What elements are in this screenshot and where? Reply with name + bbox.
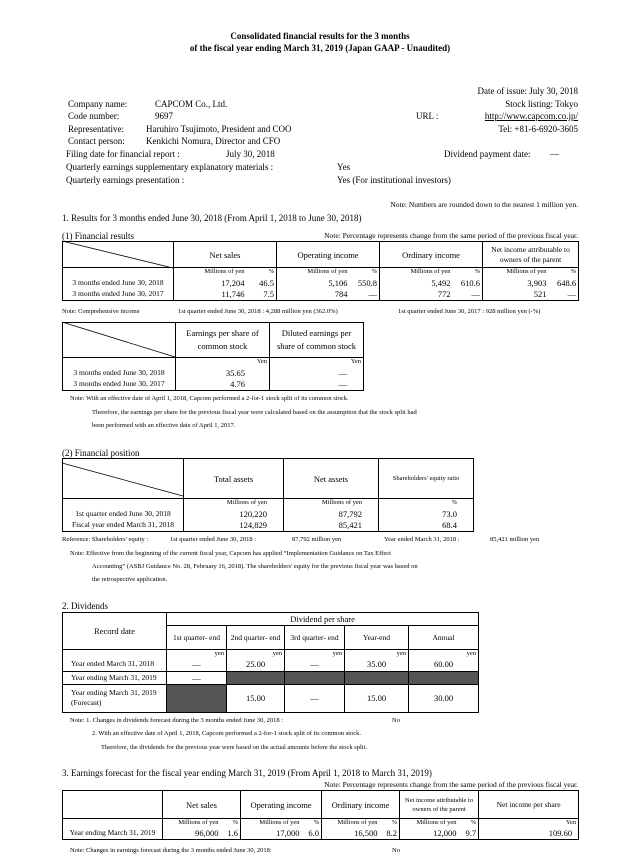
doc-title-line1: Consolidated financial results for the 3 months [230,31,410,41]
stock-listing: Stock listing: Tokyo [505,99,578,109]
cell: 11,746 [174,289,247,301]
col-operating-income: Operating income [241,791,322,819]
col-q1-end: 1st quarter- end [167,626,227,650]
unit-myen: Millions of yen [284,499,379,508]
cell: — [285,684,345,712]
code-number: 9697 [155,111,173,121]
unit-pct: % [453,268,483,277]
ref-equity-fy-value: 85,421 million yen [490,536,540,543]
cell: — [270,367,364,379]
cell: 5,492 [380,277,453,289]
cell: — [270,379,364,391]
cell: 9.7 [459,828,479,840]
code-label: Code number: [68,111,120,121]
cell: 25.00 [227,658,285,671]
row-label: Year ended March 31, 2018 [63,658,167,671]
unit-yen: yen [345,650,409,659]
cell: 15.00 [345,684,409,712]
contact-person: Kenkichi Nomura, Director and CFO [146,136,281,146]
representative-label: Representative: [68,124,124,134]
supp-label: Quarterly earnings supplementary explanatory materials : [66,162,274,172]
cell: 3,903 [483,277,549,289]
representative: Haruhiro Tsujimoto, President and COO [146,124,292,134]
supp-value: Yes [337,162,351,172]
cell: 8.2 [380,828,400,840]
col-operating-income: Operating income [277,242,380,268]
presentation-label: Quarterly earnings presentation : [66,175,185,185]
financial-position-table [62,458,474,532]
col-total-assets: Total assets [184,459,284,499]
pct-note-2: Note: Percentage represents change from the same period of the previous fiscal year. [324,780,578,789]
ref-equity-q1-value: 87,792 million yen [292,536,342,543]
unit-pct: % [350,268,380,277]
position-note-1: Note: Effective from the beginning of the current fiscal year, Capcom has applied “Implementation Guidance on Tax Effect [70,550,391,557]
shaded-cell [227,671,285,684]
row-label-line2: (Forecast) [71,698,102,707]
cell: — [167,671,227,684]
dividends-note-2: 2. With an effective date of April 1, 2018, Capcom performed a 2-for-1 stock split of its common stock. [92,730,362,737]
unit-yen: yen [409,650,479,659]
dividends-note-1-value: No [392,717,400,724]
position-note-2: Accounting” (ASBJ Guidance No. 28, February 16, 2018). The shareholders' equity for the previous fiscal year was based on [92,563,418,570]
filing-date: July 30, 2018 [226,149,275,159]
row-label: 3 months ended June 30, 2017 [63,379,176,391]
cell: 12,000 [400,828,459,840]
unit-myen: Millions of yen [483,268,549,277]
cell: — [167,658,227,671]
forecast-table [62,790,579,840]
col-net-income: Net income attributable to owners of the parent [400,791,479,819]
unit-pct: % [247,268,277,277]
unit-myen: Millions of yen [241,819,302,828]
cell: 7.5 [247,289,277,301]
col-ordinary-income: Ordinary income [380,242,483,268]
ref-equity-label: Reference: Shareholders' equity : [62,536,149,543]
row-label: Fiscal year ended March 31, 2018 [63,520,184,532]
cell: 784 [277,289,350,301]
section1-title: 1. Results for 3 months ended June 30, 2018 (From April 1, 2018 to June 30, 2018) [62,213,362,223]
forecast-note: Note: Changes in earnings forecast during the 3 months ended June 30, 2018: [70,847,272,854]
shaded-cell [409,671,479,684]
col-dividend-per-share: Dividend per share [167,613,479,626]
col-net-income: Net income attributable to owners of the parent [483,242,579,268]
cell: 17,204 [174,277,247,289]
col-net-assets: Net assets [284,459,379,499]
dividend-date-label: Dividend payment date: [444,149,531,159]
row-label: 3 months ended June 30, 2018 [63,367,176,379]
cell: 46.5 [247,277,277,289]
col-year-end: Year-end [345,626,409,650]
unit-myen: Millions of yen [163,819,221,828]
cell: 87,792 [284,508,379,520]
unit-yen: yen [167,650,227,659]
cell: 30.00 [409,684,479,712]
unit-pct: % [549,268,579,277]
cell: 109.60 [479,828,579,840]
row-label: 3 months ended June 30, 2018 [63,277,174,289]
pct-note-1: Note: Percentage represents change from the same period of the previous fiscal year. [324,231,578,240]
telephone: Tel: +81-6-6920-3605 [498,124,578,134]
cell: — [350,289,380,301]
financial-position-title: (2) Financial position [62,448,140,458]
cell: 35.00 [345,658,409,671]
contact-label: Contact person: [68,136,125,146]
col-ordinary-income: Ordinary income [322,791,400,819]
col-net-sales: Net sales [174,242,277,268]
cell: 73.0 [379,508,474,520]
cell: 124,829 [184,520,284,532]
position-note-3: the retrospective application. [92,576,168,583]
company-name: CAPCOM Co., Ltd. [155,99,228,109]
dividends-note-1: Note: 1. Changes in dividends forecast during the 3 months ended June 30, 2018 : [70,717,284,724]
col-diluted-eps: Diluted earnings per share of common stock [270,323,364,358]
cell: 6.0 [302,828,322,840]
cell: 610.6 [453,277,483,289]
col-equity-ratio: Shareholders' equity ratio [379,459,474,499]
filing-label: Filing date for financial report : [66,149,180,159]
cell: — [453,289,483,301]
comp-income-label: Note: Comprehensive income [62,308,140,315]
unit-pct: % [221,819,241,828]
dividends-note-3: Therefore, the dividends for the previous year were based on the actual amounts before the stock split. [101,744,368,751]
forecast-note-value: No [392,847,400,854]
row-label: Year ending March 31, 2019 [63,828,163,840]
eps-table [62,322,364,391]
row-label: Year ending March 31, 2019 [63,671,167,684]
cell: 17,000 [241,828,302,840]
date-of-issue: Date of issue: July 30, 2018 [477,86,578,96]
unit-myen: Millions of yen [400,819,459,828]
rounding-note: Note: Numbers are rounded down to the nearest 1 million yen. [390,200,578,209]
cell: 16,500 [322,828,380,840]
row-label-line1: Year ending March 31, 2019 [71,688,157,697]
unit-yen: Yen [176,358,270,367]
cell: 1.6 [221,828,241,840]
cell: 772 [380,289,453,301]
cell: — [285,658,345,671]
url-label: URL : [416,111,439,121]
shaded-cell [285,671,345,684]
shaded-cell [167,684,227,712]
forecast-title: 3. Earnings forecast for the fiscal year ending March 31, 2019 (From April 1, 2018 to March 31, 2019) [62,768,432,778]
row-label: 3 months ended June 30, 2017 [63,289,174,301]
cell: 60.00 [409,658,479,671]
unit-yen: yen [285,650,345,659]
cell: 15.00 [227,684,285,712]
col-q2-end: 2nd quarter- end [227,626,285,650]
eps-note-3: been performed with an effective date of April 1, 2017. [92,422,236,429]
col-net-income-per-share: Net income per share [479,791,579,819]
financial-results-label: (1) Financial results [62,231,134,241]
cell: 68.4 [379,520,474,532]
dividend-date: — [550,149,559,159]
col-annual: Annual [409,626,479,650]
presentation-value: Yes (For institutional investors) [337,175,451,185]
comp-income-q1: 1st quarter ended June 30, 2018 : 4,288 million yen (362.0%) [178,308,338,315]
row-label-forecast [63,684,167,712]
eps-note-1: Note: With an effective date of April 1, 2018, Capcom performed a 2-for-1 stock split of its common stock. [70,395,349,402]
shaded-cell [345,671,409,684]
cell: 120,220 [184,508,284,520]
col-record-date: Record date [63,613,167,650]
doc-title-line2: of the fiscal year ending March 31, 2019 (Japan GAAP - Unaudited) [189,43,451,53]
comp-income-q1-prev: 1st quarter ended June 30, 2017 : 928 million yen (-%) [398,308,541,315]
unit-pct: % [459,819,479,828]
unit-pct: % [302,819,322,828]
col-eps: Earnings per share of common stock [176,323,270,358]
cell: — [549,289,579,301]
cell: 35.65 [176,367,270,379]
company-url-link[interactable]: http://www.capcom.co.jp/ [484,111,578,121]
ref-equity-q1: 1st quarter ended June 30, 2018 : [170,536,257,543]
dividends-table [62,612,479,713]
cell: 5,106 [277,277,350,289]
cell: 550.8 [350,277,380,289]
cell: 4.76 [176,379,270,391]
unit-myen: Millions of yen [322,819,380,828]
cell: 521 [483,289,549,301]
unit-myen: Millions of yen [174,268,247,277]
unit-pct: % [379,499,474,508]
ref-equity-fy: Year ended March 31, 2018 : [384,536,460,543]
unit-pct: % [380,819,400,828]
unit-myen: Millions of yen [184,499,284,508]
cell: 648.6 [549,277,579,289]
cell: 85,421 [284,520,379,532]
col-q3-end: 3rd quarter- end [285,626,345,650]
eps-note-2: Therefore, the earnings per share for the previous fiscal year were calculated based on the assumption that the stock split had [92,409,417,416]
unit-yen: Yen [270,358,364,367]
unit-myen: Millions of yen [277,268,350,277]
row-label: 1st quarter ended June 30, 2018 [63,508,184,520]
unit-yen: Yen [479,819,579,828]
company-name-label: Company name: [68,99,128,109]
cell: 96,000 [163,828,221,840]
unit-yen: yen [227,650,285,659]
col-net-sales: Net sales [163,791,241,819]
dividends-title: 2. Dividends [62,601,108,611]
unit-myen: Millions of yen [380,268,453,277]
